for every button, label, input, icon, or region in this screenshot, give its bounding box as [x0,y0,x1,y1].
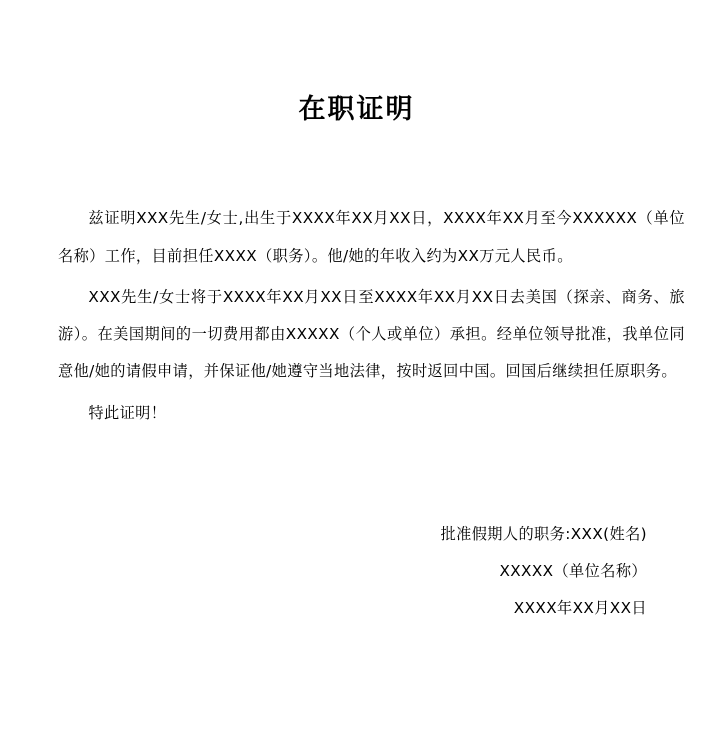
signature-approver: 批准假期人的职务:XXX(姓名) [440,524,647,543]
signature-date: XXXX年XX月XX日 [513,599,647,618]
document-body [0,200,713,431]
paragraph-2: XXX先生/女士将于XXXX年XX月XX日至XXXX年XX月XX日去美国（探亲、商务、旅游）。在美国期间的一切费用都由XXXXX（个人或单位）承担。经单位领导批准，我单位同意他/她的请假申请，并保证他/她遵守当地法律，按时返回中国。回国后继续担任原职务。 [58,287,685,381]
signature-company: XXXXX（单位名称） [499,562,647,581]
signature-block [0,516,713,628]
paragraph-3: 特此证明！ [88,403,167,422]
paragraph-1: 兹证明XXX先生/女士,出生于XXXX年XX月XX日，XXXX年XX月至今XXXXXX（单位名称）工作，目前担任XXXX（职务）。他/她的年收入约为XX万元人民币。 [58,209,685,265]
page-title: 在职证明 [298,94,415,125]
